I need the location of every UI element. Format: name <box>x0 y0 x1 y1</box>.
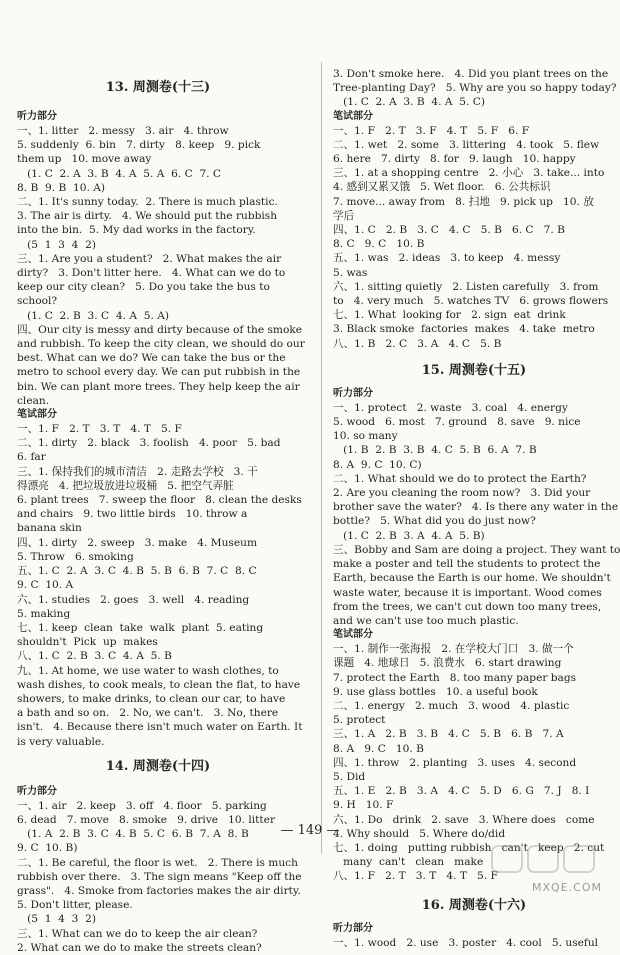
answer-line: 6. here 7. dirty 8. for 9. laugh 10. happy <box>333 153 576 166</box>
answer-line: clean. <box>17 394 50 407</box>
answer-line: 6. far <box>17 451 46 464</box>
answer-line: brother save the water? 4. Is there any water in the <box>333 501 619 514</box>
answer-line: (1. C 2. A 3. B 4. A 5. C) <box>333 96 485 109</box>
answer-line: 三、1. What can we do to keep the air clean? <box>17 927 258 940</box>
answer-line: 5. Don't litter, please. <box>17 899 133 912</box>
answer-line: 9. H 10. F <box>333 799 394 812</box>
answer-line: 五、1. C 2. A 3. C 4. B 5. B 6. B 7. C 8. C <box>17 565 257 578</box>
answer-line: isn't. 4. Because there isn't much water on Earth. It <box>17 721 303 734</box>
answer-line: 7. protect the Earth 8. too many paper bags <box>333 671 577 684</box>
listening-label: 听力部分 <box>333 387 373 399</box>
answer-line: 四、1. throw 2. planting 3. uses 4. second <box>333 756 577 769</box>
writing-label: 笔试部分 <box>17 409 57 421</box>
answer-line: 二、1. wet 2. some 3. littering 4. took 5. flew <box>333 138 600 151</box>
answer-line: (1. C 2. A 3. B 4. A 5. A 6. C 7. C <box>17 167 222 180</box>
answer-line: 五、1. E 2. B 3. A 4. C 5. D 6. G 7. J 8. I <box>333 785 590 798</box>
answer-line: 一、1. wood 2. use 3. poster 4. cool 5. useful <box>333 936 599 949</box>
answer-line: 学后 <box>333 209 355 222</box>
answer-line: rubbish over there. 3. The sign means "Keep off the <box>17 870 302 883</box>
answer-line: 八、1. F 2. T 3. T 4. T 5. F <box>333 870 498 883</box>
left-column <box>17 0 305 955</box>
writing-label: 笔试部分 <box>333 629 373 641</box>
answer-line: waste water, because it is important. Wood comes <box>333 586 602 599</box>
answer-line: 二、1. Be careful, the floor is wet. 2. There is much <box>17 856 298 869</box>
answer-line: 三、1. 保持我们的城市清洁 2. 走路去学校 3. 干 <box>17 465 258 478</box>
answer-line: metro to school every day. We can put rubbish in the <box>17 366 301 379</box>
answer-line: make a poster and tell the students to protect the <box>333 558 601 571</box>
answer-line: shouldn't Pick up makes <box>17 636 158 649</box>
answer-line: wash dishes, to cook meals, to clean the flat, to have <box>17 678 301 691</box>
answer-line: 三、1. at a shopping centre 2. 小心 3. take... into <box>333 167 605 180</box>
answer-line: them up 10. move away <box>17 153 152 166</box>
answer-line: dirty? 3. Don't litter here. 4. What can we do to <box>17 267 286 280</box>
answer-line: 课题 4. 地球日 5. 浪费水 6. start drawing <box>333 657 562 670</box>
answer-line: into the bin. 5. My dad works in the factory. <box>17 224 256 237</box>
answer-line: 8. A 9. C 10. B <box>333 742 424 755</box>
answer-line: banana skin <box>17 522 82 535</box>
listening-label: 听力部分 <box>17 111 57 122</box>
answer-line: 3. The air is dirty. 4. We should put the rubbish <box>17 210 278 223</box>
answer-line: 八、1. C 2. B 3. C 4. A 5. B <box>17 650 172 663</box>
answer-line: and chairs 9. two little birds 10. throw a <box>17 508 248 521</box>
answer-line: 七、1. What looking for 2. sign eat drink <box>333 309 566 322</box>
answer-line: and we can't use too much plastic. <box>333 614 519 627</box>
answer-line: to 4. very much 5. watches TV 6. grows flowers <box>333 295 609 308</box>
answer-line: bottle? 5. What did you do just now? <box>333 515 536 528</box>
answers-16-listening <box>333 936 615 950</box>
watermark-text: MXQE.COM <box>532 881 602 894</box>
answer-line: 8. C 9. C 10. B <box>333 238 425 251</box>
answer-line: 5. was <box>333 266 368 279</box>
answer-line: 一、1. F 2. T 3. T 4. T 5. F <box>17 423 182 436</box>
answer-line: 9. C 10. A <box>17 579 74 592</box>
section-heading-16: 16. 周测卷(十六) <box>421 897 527 913</box>
answer-line: 六、1. studies 2. goes 3. well 4. reading <box>17 593 250 606</box>
answer-line: 七、1. keep clean take walk plant 5. eating <box>17 621 264 634</box>
answer-line: 3. Don't smoke here. 4. Did you plant trees on the <box>333 68 609 80</box>
answer-line: is very valuable. <box>17 735 105 748</box>
answer-line: many can't clean make <box>333 856 484 869</box>
answers-13-writing <box>17 422 303 749</box>
answer-line: showers, to make drinks, to clean our car, to have <box>17 692 286 705</box>
answer-line: 6. plant trees 7. sweep the floor 8. clean the desks <box>17 494 302 507</box>
answer-line: 5. wood 6. most 7. ground 8. save 9. nice <box>333 416 581 429</box>
answer-line: 九、1. At home, we use water to wash clothes, to <box>17 664 279 677</box>
section-heading-14: 14. 周测卷(十四) <box>105 758 211 774</box>
answer-line: 4. Why should 5. Where do/did <box>333 827 506 840</box>
answer-line: from the trees, we can't cut down too many trees, <box>333 600 602 613</box>
answer-line: 5. making <box>17 607 71 620</box>
answer-line: bin. We can plant more trees. They help keep the air <box>17 380 300 393</box>
answer-line: 一、1. litter 2. messy 3. air 4. throw <box>17 125 229 137</box>
answer-line: 六、1. Do drink 2. save 3. Where does come <box>333 813 595 826</box>
answer-line: 三、Bobby and Sam are doing a project. They want to <box>333 543 620 556</box>
writing-label: 笔试部分 <box>333 110 373 122</box>
answer-line: 5. Throw 6. smoking <box>17 550 134 563</box>
answers-13-listening <box>17 124 305 408</box>
answer-line: 2. Are you cleaning the room now? 3. Did your <box>333 487 591 500</box>
answer-line: 七、1. doing putting rubbish can't keep 2. cut <box>333 841 605 854</box>
answer-line: 二、1. dirty 2. black 3. foolish 4. poor 5. bad <box>17 437 281 450</box>
answer-line: Earth, because the Earth is our home. We shouldn't <box>333 572 611 585</box>
answers-14-writing <box>333 124 615 351</box>
answer-line: 5. protect <box>333 714 386 727</box>
section-heading-13: 13. 周测卷(十三) <box>105 80 211 95</box>
answer-line: school? <box>17 295 58 308</box>
answer-line: 三、1. A 2. B 3. B 4. C 5. B 6. B 7. A <box>333 728 564 741</box>
answer-line: keep our city clean? 5. Do you take the bus to <box>17 281 270 294</box>
answer-line: 6. dead 7. move 8. smoke 9. drive 10. litter <box>17 813 276 826</box>
answer-line: grass". 4. Smoke from factories makes the air dirty. <box>17 884 301 897</box>
listening-label: 听力部分 <box>17 785 57 797</box>
answer-line: 四、1. C 2. B 3. C 4. C 5. B 6. C 7. B <box>333 224 565 237</box>
answer-line: 4. 感到又累又饿 5. Wet floor. 6. 公共标识 <box>333 181 551 194</box>
answer-line: (1. C 2. B 3. A 4. A 5. B) <box>333 529 485 542</box>
answer-line: 9. use glass bottles 10. a useful book <box>333 685 538 698</box>
right-column <box>333 0 620 950</box>
answer-line: (5 1 3 4 2) <box>17 238 97 251</box>
answer-line: 二、1. It's sunny today. 2. There is much plastic. <box>17 196 278 209</box>
answer-line: 四、Our city is messy and dirty because of the smoke <box>17 323 303 336</box>
answer-line: 一、1. air 2. keep 3. off 4. floor 5. parking <box>17 799 267 812</box>
answer-line: 5. Did <box>333 770 366 783</box>
answer-line: 3. Black smoke factories makes 4. take metro <box>333 323 595 336</box>
answer-line: 五、1. was 2. ideas 3. to keep 4. messy <box>333 252 561 265</box>
answer-line: 八、1. B 2. C 3. A 4. C 5. B <box>333 337 502 350</box>
answers-14-listening-continued <box>333 67 615 110</box>
answer-line: (1. A 2. B 3. C 4. B 5. C 6. B 7. A 8. B <box>17 828 249 841</box>
listening-label: 听力部分 <box>333 922 373 934</box>
answer-line: 二、1. energy 2. much 3. wood 4. plastic <box>333 699 570 712</box>
answer-line: 六、1. sitting quietly 2. Listen carefully 3. from <box>333 280 599 293</box>
answer-line: 8. B 9. B 10. A) <box>17 181 105 194</box>
answer-line: 一、1. F 2. T 3. F 4. T 5. F 6. F <box>333 124 530 137</box>
answer-line: 一、1. protect 2. waste 3. coal 4. energy <box>333 401 568 414</box>
answer-line: (1. B 2. B 3. B 4. C 5. B 6. A 7. B <box>333 444 537 457</box>
column-divider <box>321 62 322 854</box>
answer-line: 2. What can we do to make the streets clean? <box>17 941 262 954</box>
answers-15-listening <box>333 401 620 628</box>
answer-line: 9. C 10. B) <box>17 842 78 855</box>
answer-line: 8. A 9. C 10. C) <box>333 458 422 471</box>
answer-line: 得漂亮 4. 把垃圾放进垃圾桶 5. 把空气弄脏 <box>17 479 234 492</box>
answer-line: 5. suddenly 6. bin 7. dirty 8. keep 9. pick <box>17 139 261 152</box>
answer-line: a bath and so on. 2. No, we can't. 3. No, there <box>17 707 279 720</box>
answer-line: 三、1. Are you a student? 2. What makes the air <box>17 252 282 265</box>
answer-line: 二、1. What should we do to protect the Earth? <box>333 472 587 485</box>
page-number: — 149 — <box>280 823 340 838</box>
answer-line: 一、1. 制作一张海报 2. 在学校大门口 3. 做一个 <box>333 643 574 656</box>
answer-line: (1. C 2. B 3. C 4. A 5. A) <box>17 309 169 322</box>
answer-line: best. What can we do? We can take the bus or the <box>17 352 286 365</box>
answer-line: Tree-planting Day? 5. Why are you so happy today? <box>333 82 617 95</box>
section-heading-15: 15. 周测卷(十五) <box>421 362 527 378</box>
answer-line: 10. so many <box>333 430 398 443</box>
answer-line: and rubbish. To keep the city clean, we should do our <box>17 338 305 351</box>
answer-line: (5 1 4 3 2) <box>17 913 97 926</box>
answer-line: 四、1. dirty 2. sweep 3. make 4. Museum <box>17 536 257 549</box>
answer-line: 7. move... away from 8. 扫地 9. pick up 10. 放 <box>333 195 594 208</box>
